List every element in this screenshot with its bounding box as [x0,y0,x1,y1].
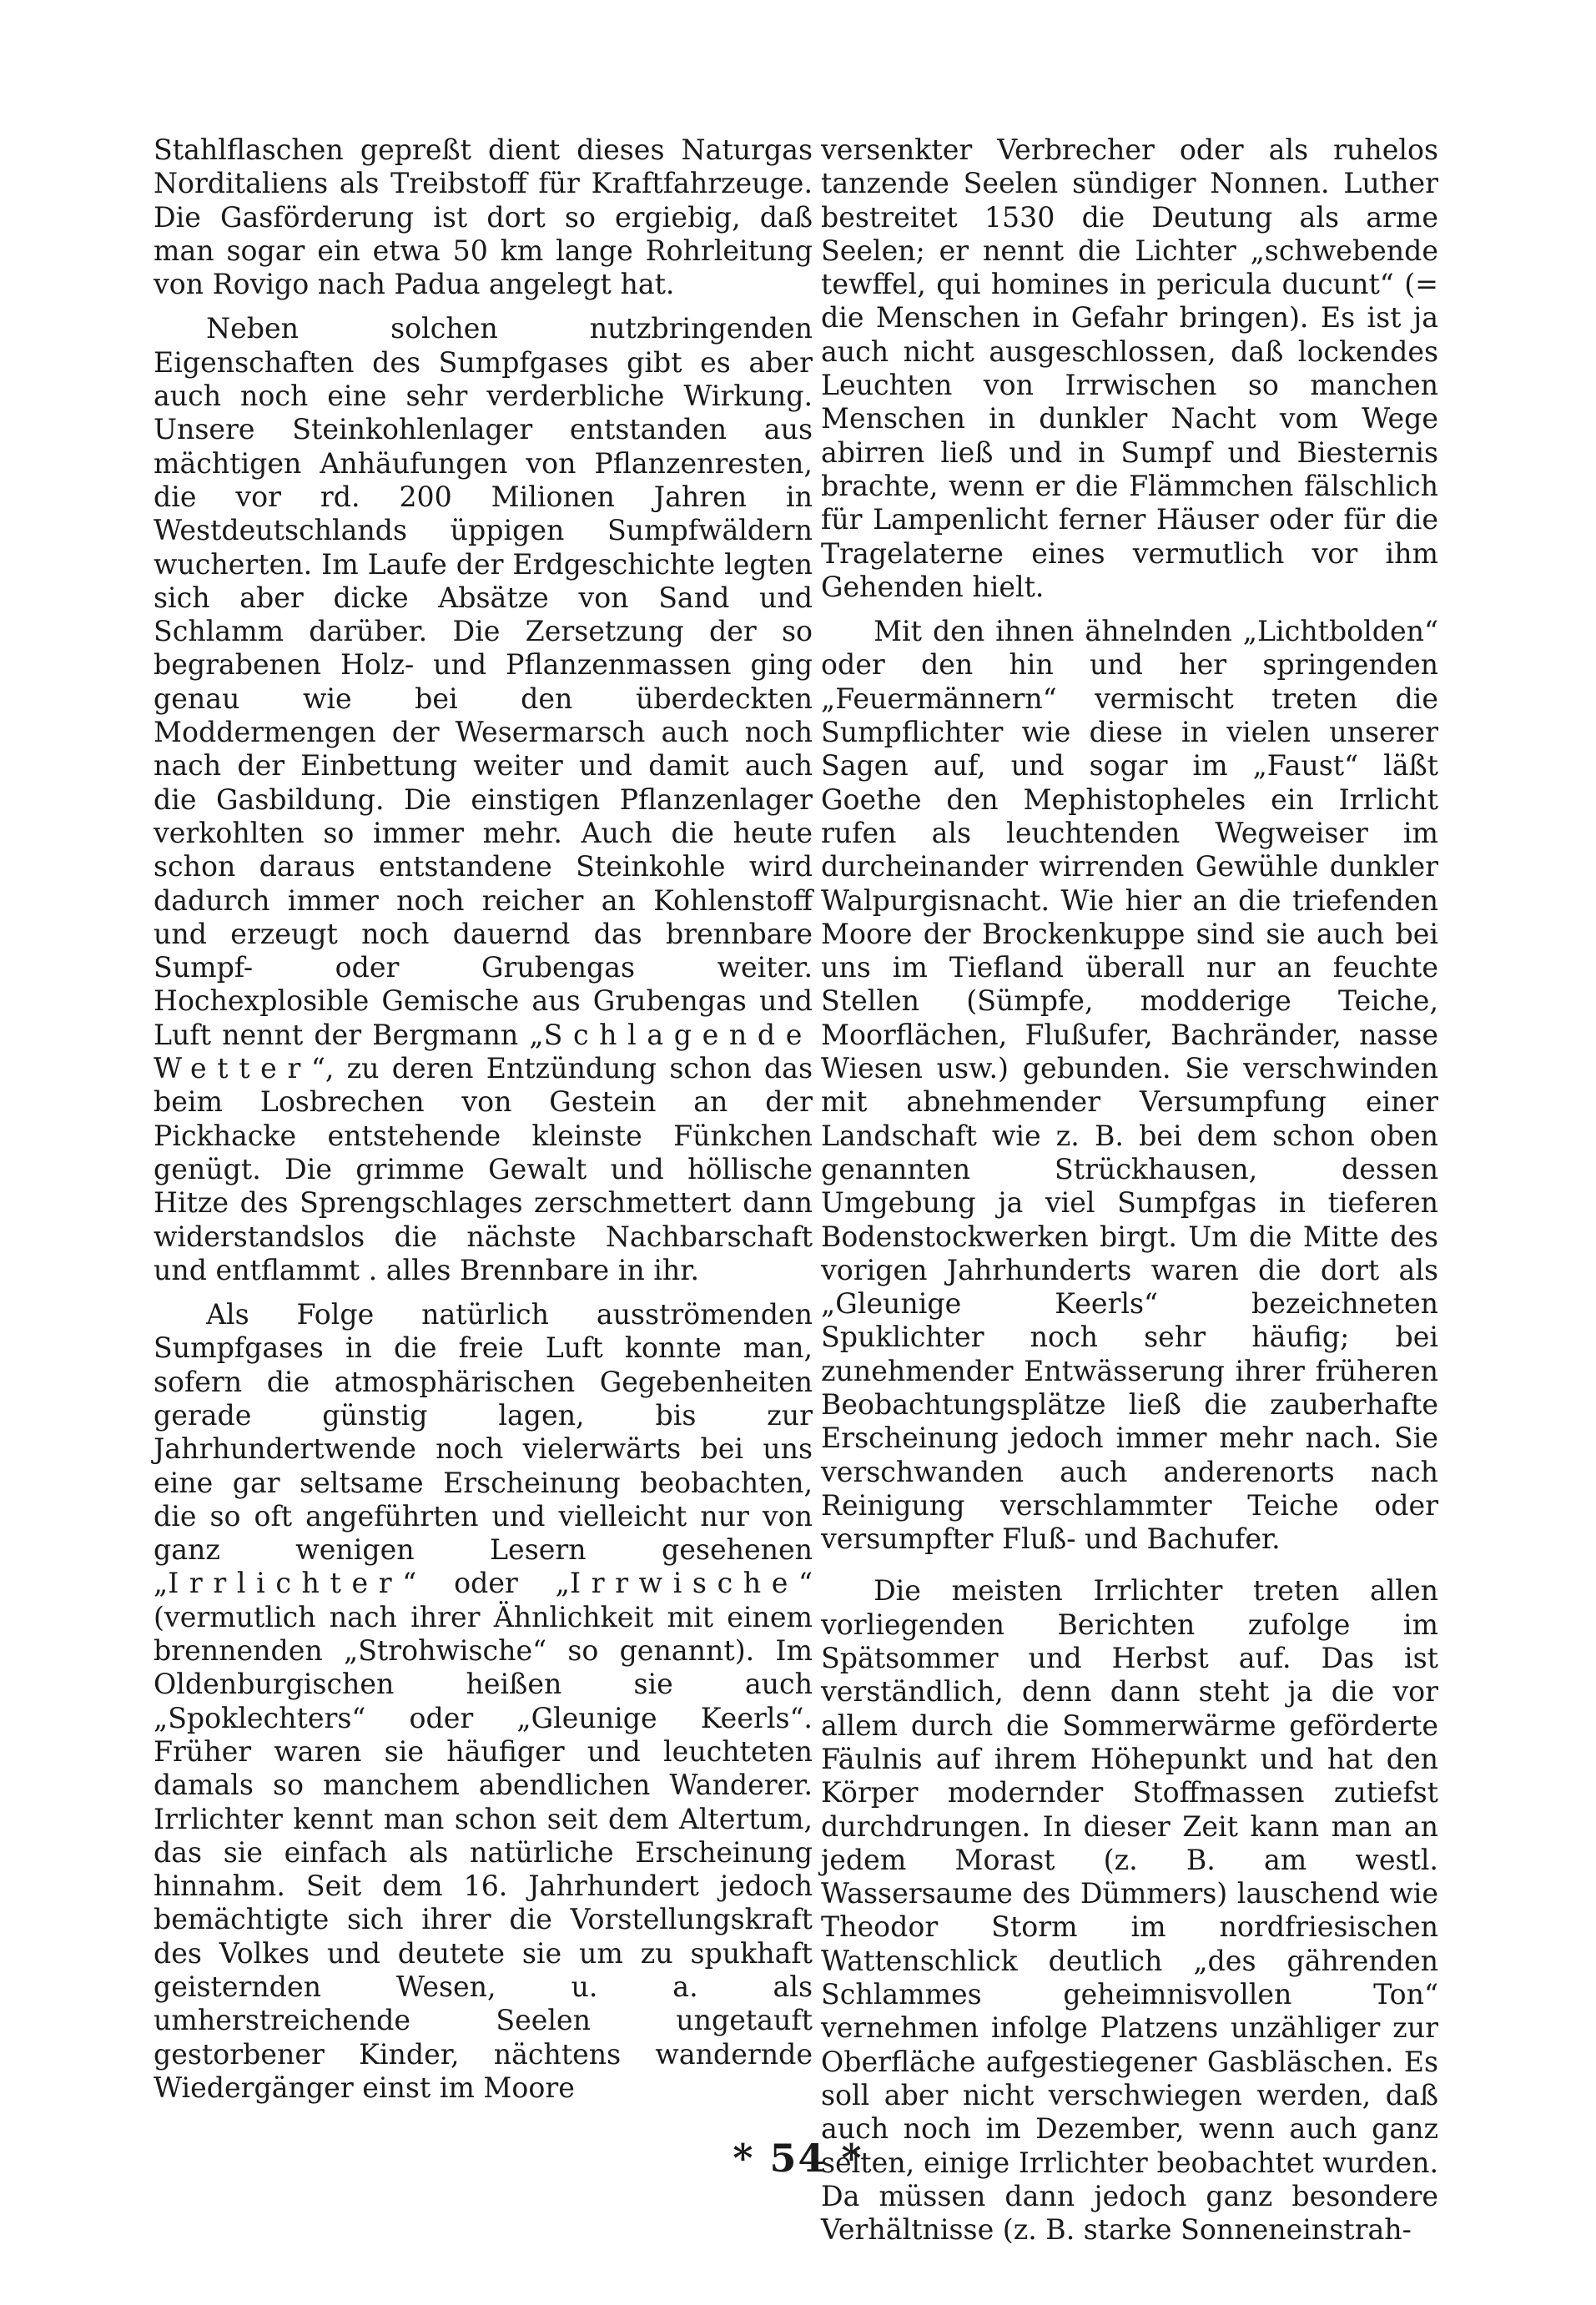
paragraph-text: “, zu deren Entzündung schon das beim Losbrechen von Gestein an der Pickhacke entstehende kleinste Fünkchen genügt. Die grimme Gewalt und höllische Hitze des Sprengschlages zerschmettert dann widerstandslos die nächste Nachbarschaft und entflammt . alles Brennbare in ihr. [154,1052,813,1286]
paragraph-text: “ (vermutlich nach ihrer Ähnlichkeit mit einem brennenden „Strohwische“ so genannt). Im Oldenburgischen heißen sie auch „Spoklechters“ oder „Gleunige Keerls“. Früher waren sie häufiger und leuchteten damals so manchem abendlichen Wanderer. Irrlichter kennt man schon seit dem Altertum, das sie einfach als natürliche Erscheinung hinnahm. Seit dem 16. Jahrhundert jedoch bemächtigte sich ihrer die Vorstellungskraft des Volkes und deutete sie um zu spukhaft geisternden Wesen, u. a. als umherstreichende Seelen ungetauft gestorbener Kinder, nächtens wandernde Wiedergänger einst im Moore [154,1567,813,2104]
page-number: * 54 * [733,2136,863,2181]
paragraph-text: “ oder „ [402,1567,570,1600]
paragraph-text: Als Folge natürlich ausströmenden Sumpfgases in die freie Luft konnte man, sofern die atmosphärischen Gegebenheiten gerade günstig lagen, bis zur Jahrhundertwende noch vielerwärts bei uns eine gar seltsame Erscheinung beobachten, die so oft angeführten und vielleicht nur von ganz wenigen Lesern gesehenen „ [154,1298,813,1600]
left-column [154,133,813,2105]
paragraph: Stahlflaschen gepreßt dient dieses Naturgas Norditaliens als Treibstoff für Kraftfahrzeuge. Die Gasförderung ist dort so ergiebig, daß man sogar ein etwa 50 km lange Rohrleitung von Rovigo nach Padua angelegt hat. [154,133,813,301]
paragraph [154,312,813,1287]
paragraph: Mit den ihnen ähnelnden „Lichtbolden“ oder den hin und her springenden „Feuermännern“ vermischt treten die Sumpflichter wie diese in vielen unserer Sagen auf, und sogar im „Faust“ läßt Goethe den Mephistopheles ein Irrlicht rufen als leuchtenden Wegweiser im durcheinander wirrenden Gewühle dunkler Walpurgisnacht. Wie hier an die triefenden Moore der Brockenkuppe sind sie auch bei uns im Tiefland überall nur an feuchte Stellen (Sümpfe, modderige Teiche, Moorflächen, Flußufer, Bachränder, nasse Wiesen usw.) gebunden. Sie verschwinden mit abnehmender Versumpfung einer Landschaft wie z. B. bei dem schon oben genannten Strückhausen, dessen Umgebung ja viel Sumpfgas in tieferen Bodenstockwerken birgt. Um die Mitte des vorigen Jahrhunderts waren die dort als „Gleunige Keerls“ bezeichneten Spuklichter noch sehr häufig; bei zunehmender Entwässerung ihrer früheren Beobachtungsplätze ließ die zauberhafte Erscheinung jedoch immer mehr nach. Sie verschwanden auch anderenorts nach Reinigung verschlammter Teiche oder versumpfter Fluß- und Bachufer. [821,615,1438,1556]
emphasis-spaced: Schlagende Wetter [154,1018,813,1085]
paragraph: Die meisten Irrlichter treten allen vorliegenden Berichten zufolge im Spätsommer und Herbst auf. Das ist verständlich, denn dann steht ja die vor allem durch die Sommerwärme geförderte Fäulnis auf ihrem Höhepunkt und hat den Körper modernder Stoffmassen zutiefst durchdrungen. In dieser Zeit kann man an jedem Morast (z. B. am westl. Wassersaume des Dümmers) lauschend wie Theodor Storm im nordfriesischen Wattenschlick deutlich „des gährenden Schlammes geheimnisvollen Ton“ vernehmen infolge Platzens unzähliger zur Oberfläche aufgestiegener Gasbläschen. Es soll aber nicht verschwiegen werden, daß auch noch im Dezember, wenn auch ganz selten, einige Irrlichter beobachtet wurden. Da müssen dann jedoch ganz besondere Verhältnisse (z. B. starke Sonneneinstrah- [821,1574,1438,2247]
paragraph [154,1298,813,2105]
right-column [821,133,1438,2247]
emphasis-spaced: Irrwische [569,1567,799,1600]
emphasis-spaced: Irrlichter [168,1567,403,1600]
paragraph: versenkter Verbrecher oder als ruhelos tanzende Seelen sündiger Nonnen. Luther bestreitet 1530 die Deutung als arme Seelen; er nennt die Lichter „schwebende tewffel, qui homines in pericula ducunt“ (= die Menschen in Gefahr bringen). Es ist ja auch nicht ausgeschlossen, daß lockendes Leuchten von Irrwischen so manchen Menschen in dunkler Nacht vom Wege abirren ließ und in Sumpf und Biesternis brachte, wenn er die Flämmchen fälschlich für Lampenlicht ferner Häuser oder für die Tragelaterne eines vermutlich vor ihm Gehenden hielt. [821,133,1438,603]
paragraph-text: Neben solchen nutzbringenden Eigenschaften des Sumpfgases gibt es aber auch noch eine sehr verderbliche Wirkung. Unsere Steinkohlenlager entstanden aus mächtigen Anhäufungen von Pflanzenresten, die vor rd. 200 Milionen Jahren in Westdeutschlands üppigen Sumpfwäldern wucherten. Im Laufe der Erdgeschichte legten sich aber dicke Absätze von Sand und Schlamm darüber. Die Zersetzung der so begrabenen Holz- und Pflanzenmassen ging genau wie bei den überdeckten Moddermengen der Wesermarsch auch noch nach der Einbettung weiter und damit auch die Gasbildung. Die einstigen Pflanzenlager verkohlten so immer mehr. Auch die heute schon daraus entstandene Steinkohle wird dadurch immer noch reicher an Kohlenstoff und erzeugt noch dauernd das brennbare Sumpf- oder Grubengas weiter. Hochexplosible Gemische aus Grubengas und Luft nennt der Bergmann „ [154,312,813,1051]
